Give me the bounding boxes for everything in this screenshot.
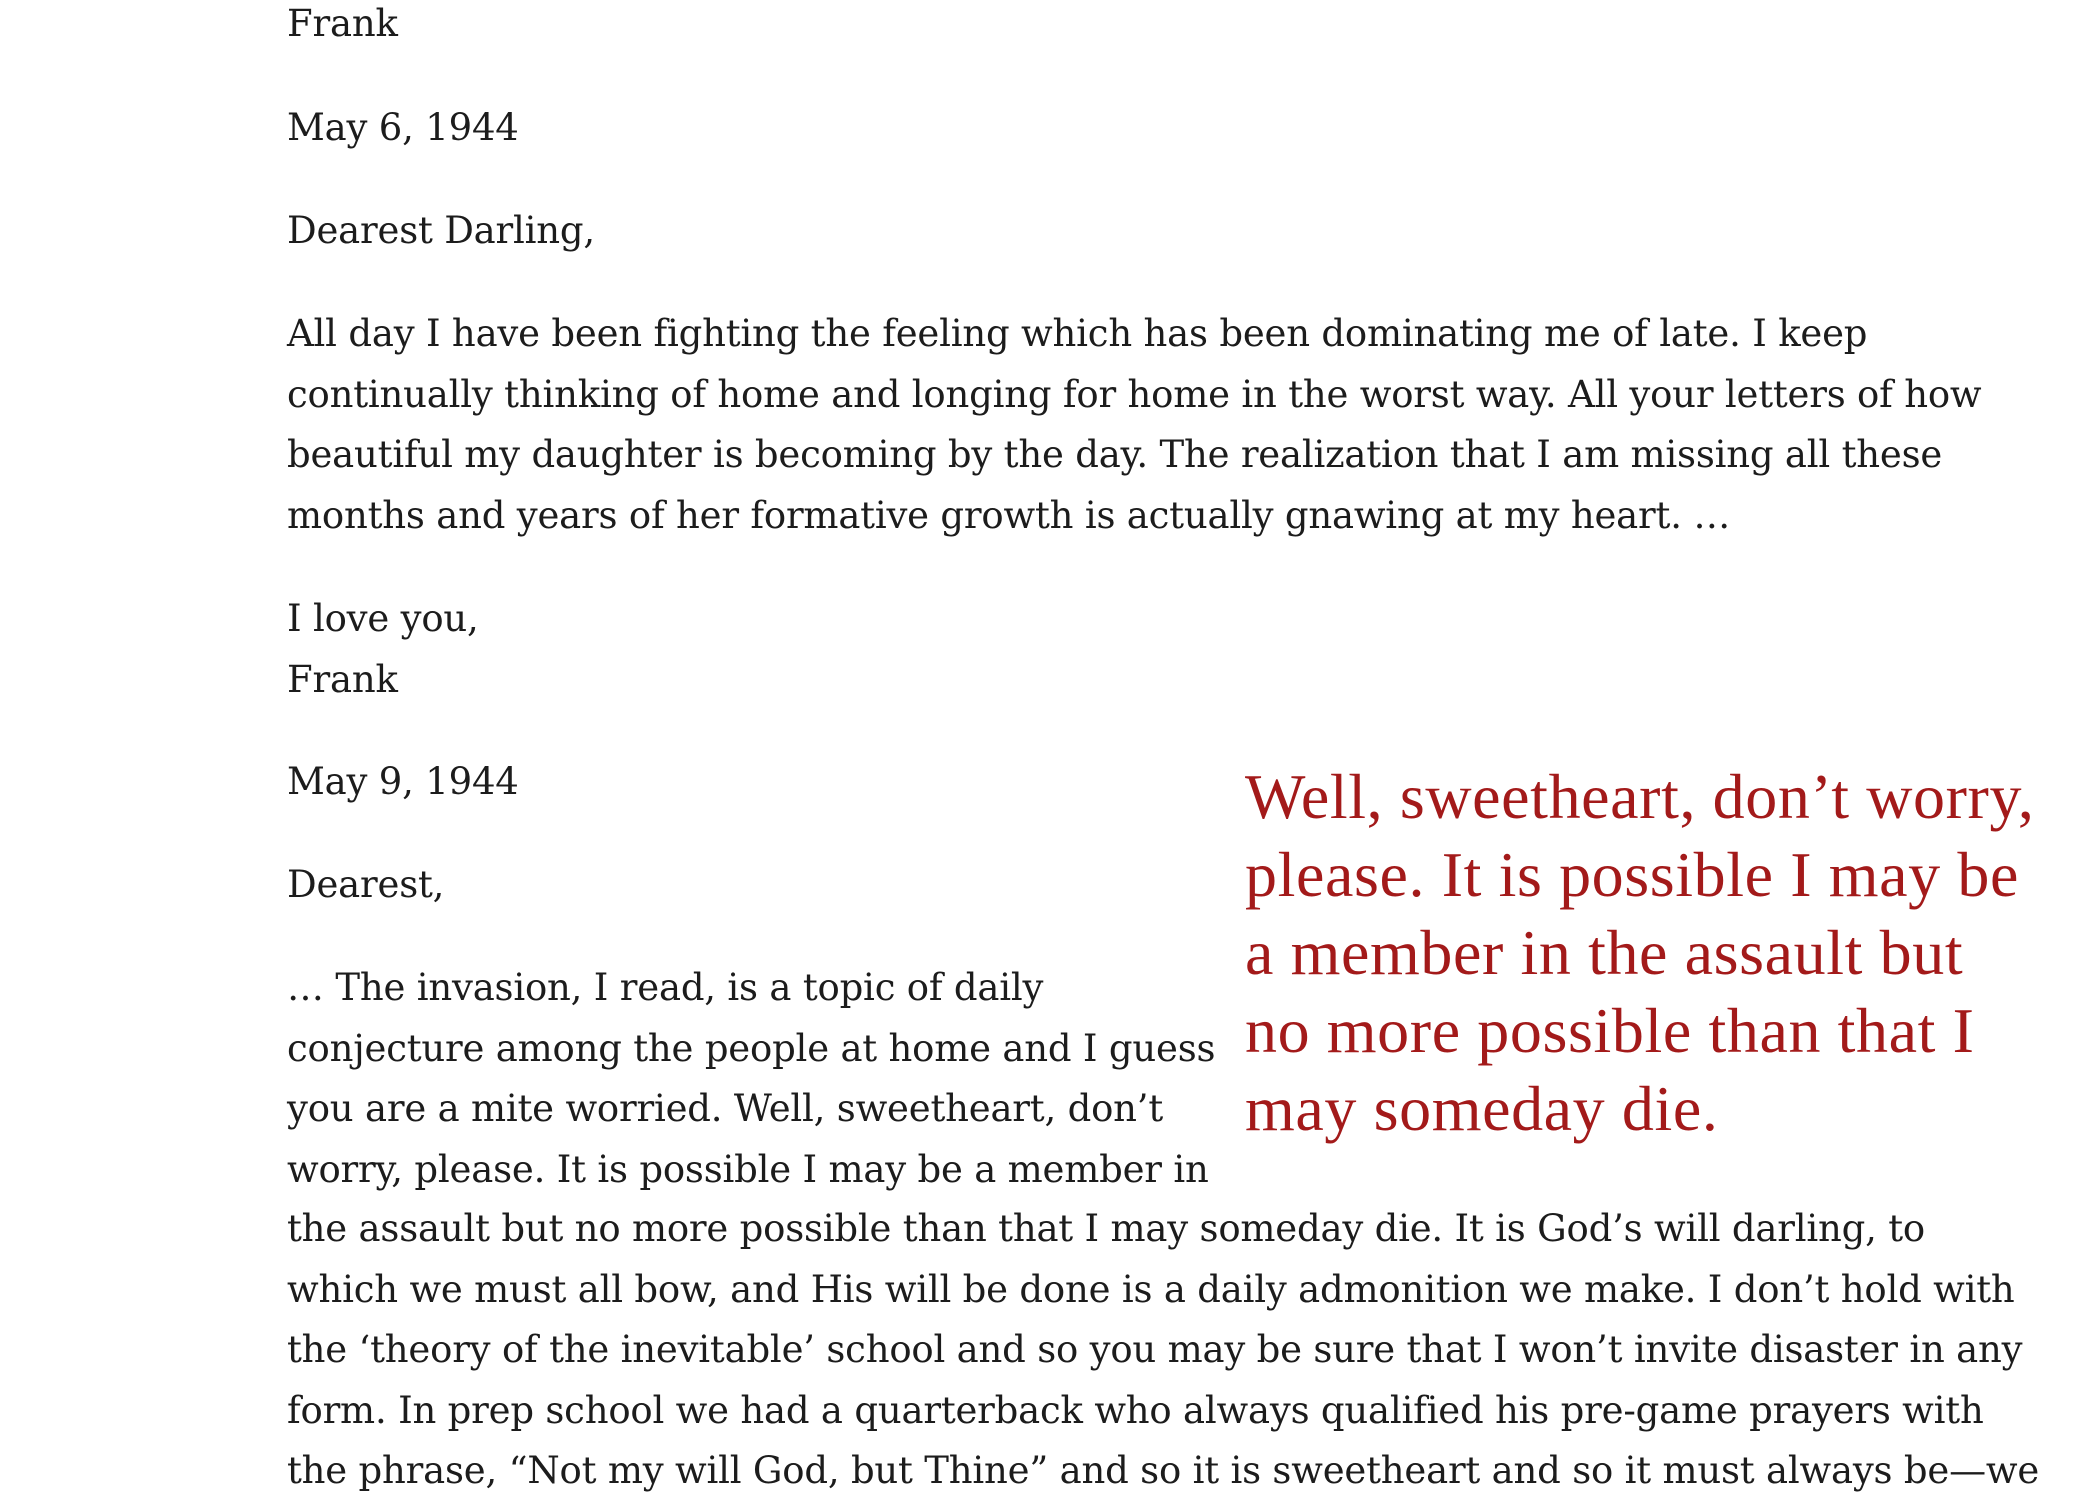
date-text: May 6, 1944 <box>287 106 519 149</box>
body-line: the phrase, “Not my will God, but Thine” and so it is sweetheart and so it must always be—we <box>287 1449 2040 1492</box>
body-line: the ‘theory of the inevitable’ school and so you may be sure that I won’t invite disaster in any <box>287 1328 2023 1371</box>
letter-2-body <box>287 304 2067 546</box>
letter-2-closing <box>287 589 2067 710</box>
letter-2-date <box>287 98 2067 159</box>
body-line: beautiful my daughter is becoming by the day. The realization that I am missing all these <box>287 433 1943 476</box>
body-line: continually thinking of home and longing for home in the worst way. All your letters of how <box>287 372 1982 416</box>
body-line: months and years of her formative growth is actually gnawing at my heart. … <box>287 493 1731 537</box>
date-text: May 9, 1944 <box>287 760 519 803</box>
closing-text: I love you, <box>287 597 479 640</box>
signature-text: Frank <box>287 657 398 701</box>
body-line: conjecture among the people at home and I guess <box>287 1026 1216 1070</box>
letter-1-signature <box>287 0 2067 55</box>
body-line: All day I have been fighting the feeling which has been dominating me of late. I keep <box>287 312 1868 355</box>
salutation-text: Dearest, <box>287 863 445 906</box>
body-line: form. In prep school we had a quarterback who always qualified his pre-game prayers with <box>287 1388 1984 1432</box>
body-line: … The invasion, I read, is a topic of daily <box>287 966 1044 1009</box>
letter-2-salutation <box>287 201 2067 262</box>
body-line: you are a mite worried. Well, sweetheart, don’t <box>287 1087 1163 1130</box>
pull-quote-line: a member in the assault but <box>1245 917 1964 988</box>
pull-quote-line: please. It is possible I may be <box>1245 839 2019 910</box>
pull-quote <box>1245 758 2075 1148</box>
pull-quote-line: may someday die. <box>1245 1073 1719 1144</box>
letter-3-body-narrow <box>287 958 1227 1200</box>
body-line: which we must all bow, and His will be done is a daily admonition we make. I don’t hold with <box>287 1267 2015 1311</box>
body-line: the assault but no more possible than that I may someday die. It is God’s will darling, to <box>287 1207 1925 1250</box>
salutation-text: Dearest Darling, <box>287 209 595 252</box>
pull-quote-line: no more possible than that I <box>1245 995 1975 1066</box>
letter-3-body-full <box>287 1199 2067 1496</box>
pull-quote-line: Well, sweetheart, don’t worry, <box>1245 761 2035 832</box>
signature-text: Frank <box>287 2 398 45</box>
body-line: worry, please. It is possible I may be a member in <box>287 1147 1209 1191</box>
